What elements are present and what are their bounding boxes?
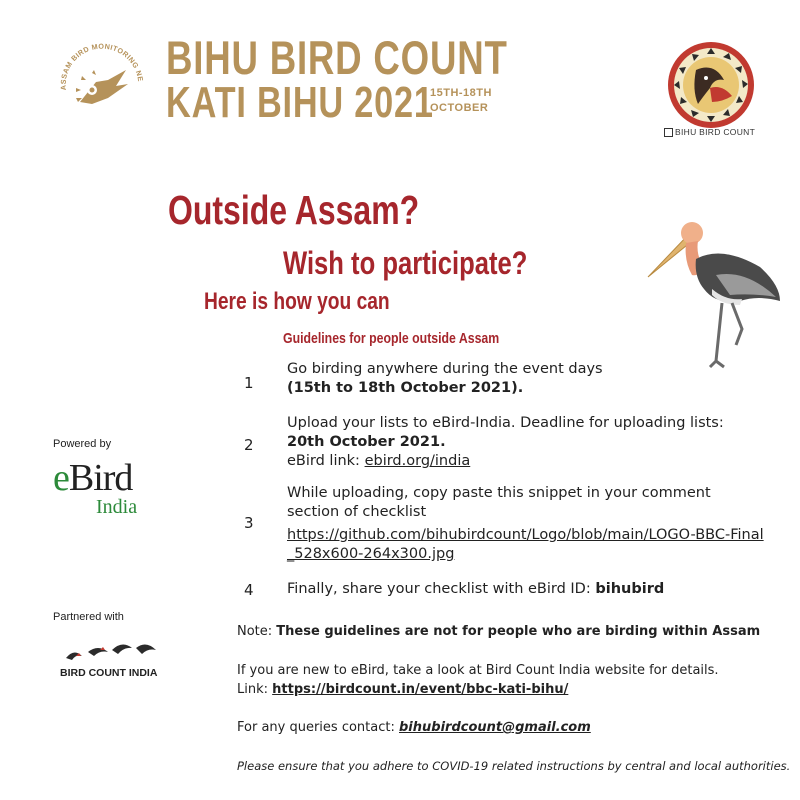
step-2-link-label: eBird link: <box>287 453 365 469</box>
step-number-3: 3 <box>244 514 254 532</box>
birdcount-event-link[interactable]: https://birdcount.in/event/bbc-kati-bihu/ <box>272 682 569 697</box>
step-3-text <box>287 484 767 564</box>
headline-outside-assam: Outside Assam? <box>168 187 420 233</box>
covid-disclaimer: Please ensure that you adhere to COVID-19 related instructions by central and local authorities. <box>237 759 791 773</box>
step-number-2: 2 <box>244 436 254 454</box>
note-label: Note: <box>237 624 277 639</box>
queries-line <box>237 720 591 735</box>
contact-email-link[interactable]: bihubirdcount@gmail.com <box>399 720 591 735</box>
new-to-ebird-text: If you are new to eBird, take a look at Bird Count India website for details. <box>237 663 719 678</box>
birdcount-link-line <box>237 682 568 697</box>
step-4-text <box>287 580 767 599</box>
logo-snippet-link[interactable]: https://github.com/bihubirdcount/Logo/blob/main/LOGO-BBC-Final_528x600-264x300.jpg <box>287 527 764 562</box>
queries-label: For any queries contact: <box>237 720 399 735</box>
ebird-logo-bird: Bird <box>68 457 133 499</box>
event-title-line1: BIHU BIRD COUNT <box>166 31 508 84</box>
headline-wish-to-participate: Wish to participate? <box>283 245 528 281</box>
step-1-dates <box>287 379 767 398</box>
ebird-india-link[interactable]: ebird.org/india <box>364 453 471 469</box>
bihu-bird-count-emblem <box>666 40 756 130</box>
stork-illustration <box>630 205 785 380</box>
powered-by-label: Powered by <box>53 438 112 450</box>
event-title-line2: KATI BIHU 2021 <box>166 78 434 127</box>
ebird-id: bihubird <box>595 581 665 597</box>
event-dates <box>430 86 492 116</box>
step-1-line: Go birding anywhere during the event days <box>287 361 603 377</box>
assam-bird-monitoring-network-logo <box>52 32 152 132</box>
bihu-bird-count-caption-text: BIHU BIRD COUNT <box>675 127 756 137</box>
network-logo-text: ASSAM BIRD MONITORING NE <box>58 41 146 91</box>
ebird-logo-india: India <box>96 496 138 518</box>
step-4-line: Finally, share your checklist with eBird ID: <box>287 581 596 597</box>
step-number-1: 1 <box>244 374 254 392</box>
bird-count-india-logo <box>52 638 172 686</box>
ebird-logo <box>53 456 132 500</box>
step-1-text <box>287 360 767 398</box>
step-2-line: Upload your lists to eBird-India. Deadline for uploading lists: <box>287 415 724 431</box>
partnered-with-label: Partnered with <box>53 611 124 623</box>
bird-count-india-text: BIRD COUNT INDIA <box>60 667 158 679</box>
step-3-line: While uploading, copy paste this snippet in your comment section of checklist <box>287 485 711 520</box>
ebird-logo-e: e <box>53 457 69 499</box>
step-2-text <box>287 414 767 471</box>
guidelines-heading: Guidelines for people outside Assam <box>283 330 500 347</box>
headline-how-you-can: Here is how you can <box>204 288 390 315</box>
event-dates-line2: OCTOBER <box>430 102 489 114</box>
note-bold-text: These guidelines are not for people who are birding within Assam <box>276 624 761 639</box>
birdcount-link-label: Link: <box>237 682 273 697</box>
event-dates-line1: 15TH-18TH <box>430 87 492 99</box>
step-1-dates-bold: (15th to 18th October 2021). <box>287 380 524 396</box>
bihu-bird-count-caption <box>664 127 755 137</box>
step-2-deadline: 20th October 2021. <box>287 434 446 450</box>
step-number-4: 4 <box>244 581 254 599</box>
checkbox-icon <box>664 128 673 137</box>
note-line <box>237 624 760 639</box>
